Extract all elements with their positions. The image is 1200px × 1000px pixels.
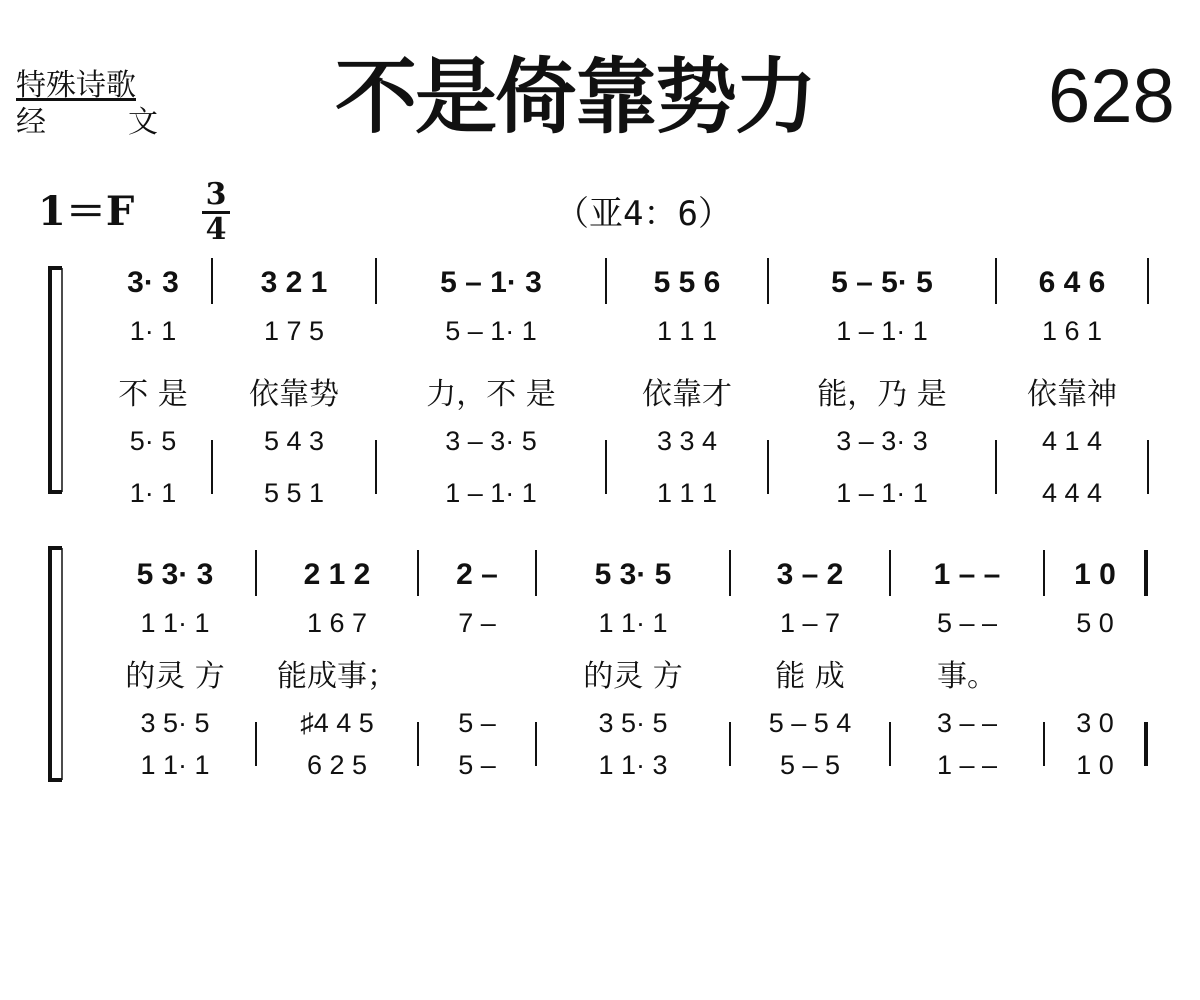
system-1-voice-2-measure: 1 7 5	[263, 316, 325, 346]
time-numerator: 3	[205, 177, 227, 212]
system-1-lyric: 依靠神	[1027, 377, 1117, 412]
system-1-lyric: 不 是	[118, 377, 188, 412]
scripture-label-left: 经	[16, 105, 46, 140]
system-2-voice-4-measure: 6 2 5	[306, 750, 368, 780]
system-1-voice-1-measure: 5 – 1· 3	[440, 266, 542, 299]
system-1-lyric: 力，不 是	[426, 377, 556, 412]
system-1-voice-4-measure: 5 5 1	[263, 478, 325, 508]
hymn-number: 628	[1048, 54, 1175, 139]
key-signature: 1＝F	[38, 188, 135, 235]
system-1-voice-4-measure: 1 1 1	[656, 478, 718, 508]
system-2-lyric: 能成事；	[277, 659, 397, 694]
system-2-voice-4-measure: 1 1· 1	[140, 750, 210, 780]
system-2-voice-2-measure: 1 1· 1	[140, 608, 210, 638]
system-1-voice-3-measure: 3 – 3· 3	[836, 426, 928, 456]
system-2-voice-1-measure: 5 3· 3	[136, 558, 214, 591]
system-2-voice-3-measure: 3 5· 5	[140, 708, 210, 738]
system-1-bracket	[50, 268, 62, 492]
system-2-voice-3-measure: 3 5· 5	[598, 708, 668, 738]
system-2-voice-2-measure: 5 – –	[936, 608, 998, 638]
system-1-voice-2-measure: 1 6 1	[1041, 316, 1103, 346]
system-1-voice-2-measure: 5 – 1· 1	[445, 316, 537, 346]
system-2-voice-3-measure: 5 –	[458, 708, 496, 738]
system-1-voice-3-measure: 4 1 4	[1041, 426, 1103, 456]
scripture-label-right: 文	[128, 105, 158, 140]
system-2-voice-4-measure: 1 1· 3	[598, 750, 668, 780]
system-2-bracket	[50, 548, 62, 780]
system-1-voice-1-measure: 3· 3	[127, 266, 179, 299]
system-2-lyric: 的灵 方	[125, 659, 225, 694]
system-2-lyric: 能 成	[775, 659, 845, 694]
system-2-voice-2-measure: 7 –	[458, 608, 496, 638]
system-2-voice-1-measure: 3 – 2	[776, 558, 844, 591]
category-label: 特殊诗歌	[16, 68, 136, 103]
system-1-voice-3-measure: 5 4 3	[263, 426, 325, 456]
system-1-voice-1-measure: 6 4 6	[1038, 266, 1106, 299]
system-1-lyric: 依靠才	[642, 377, 732, 412]
system-2-voice-4-measure: 1 0	[1076, 750, 1114, 780]
system-1-voice-3-measure: 5· 5	[129, 426, 177, 456]
system-1-voice-1-measure: 5 – 5· 5	[831, 266, 933, 299]
system-1-voice-2-measure: 1 1 1	[656, 316, 718, 346]
system-2-voice-1-measure: 1 0	[1074, 558, 1116, 591]
system-2-lyric: 事。	[937, 659, 997, 694]
system-2-voice-4-measure: 1 – –	[936, 750, 998, 780]
system-2-voice-4-measure: 5 – 5	[779, 750, 841, 780]
scripture-reference: （亚4：6）	[555, 194, 732, 234]
system-1-voice-4-measure: 1· 1	[129, 478, 177, 508]
system-2-voice-2-measure: 1 – 7	[779, 608, 841, 638]
system-2-voice-4-measure: 5 –	[458, 750, 496, 780]
system-1-voice-4-measure: 1 – 1· 1	[445, 478, 537, 508]
system-2-voice-1-measure: 2 1 2	[303, 558, 371, 591]
system-2-voice-1-measure: 1 – –	[933, 558, 1001, 591]
system-2-voice-2-measure: 1 6 7	[306, 608, 368, 638]
system-1-voice-2-measure: 1 – 1· 1	[836, 316, 928, 346]
system-2-voice-3-measure: 3 0	[1076, 708, 1114, 738]
system-1-voice-3-measure: 3 3 4	[656, 426, 718, 456]
system-2-voice-2-measure: 1 1· 1	[598, 608, 668, 638]
system-2-voice-2-measure: 5 0	[1076, 608, 1114, 638]
system-2-voice-3-measure: 5 – 5 4	[768, 708, 852, 738]
system-2-lyric: 的灵 方	[583, 659, 683, 694]
system-1-voice-2-measure: 1· 1	[129, 316, 177, 346]
system-1-voice-1-measure: 3 2 1	[260, 266, 328, 299]
system-2-voice-3-measure: ♯4 4 5	[300, 708, 374, 738]
system-2-voice-3-measure: 3 – –	[936, 708, 998, 738]
system-1-lyric: 能，乃 是	[817, 377, 947, 412]
system-1-voice-4-measure: 4 4 4	[1041, 478, 1103, 508]
system-1-voice-3-measure: 3 – 3· 5	[445, 426, 537, 456]
system-2-voice-1-measure: 5 3· 5	[594, 558, 672, 591]
song-title: 不是倚靠势力	[335, 50, 816, 145]
system-1-voice-4-measure: 1 – 1· 1	[836, 478, 928, 508]
system-1-lyric: 依靠势	[249, 377, 339, 412]
time-denominator: 4	[205, 212, 227, 247]
system-1-voice-1-measure: 5 5 6	[653, 266, 721, 299]
system-2-voice-1-measure: 2 –	[456, 558, 498, 591]
